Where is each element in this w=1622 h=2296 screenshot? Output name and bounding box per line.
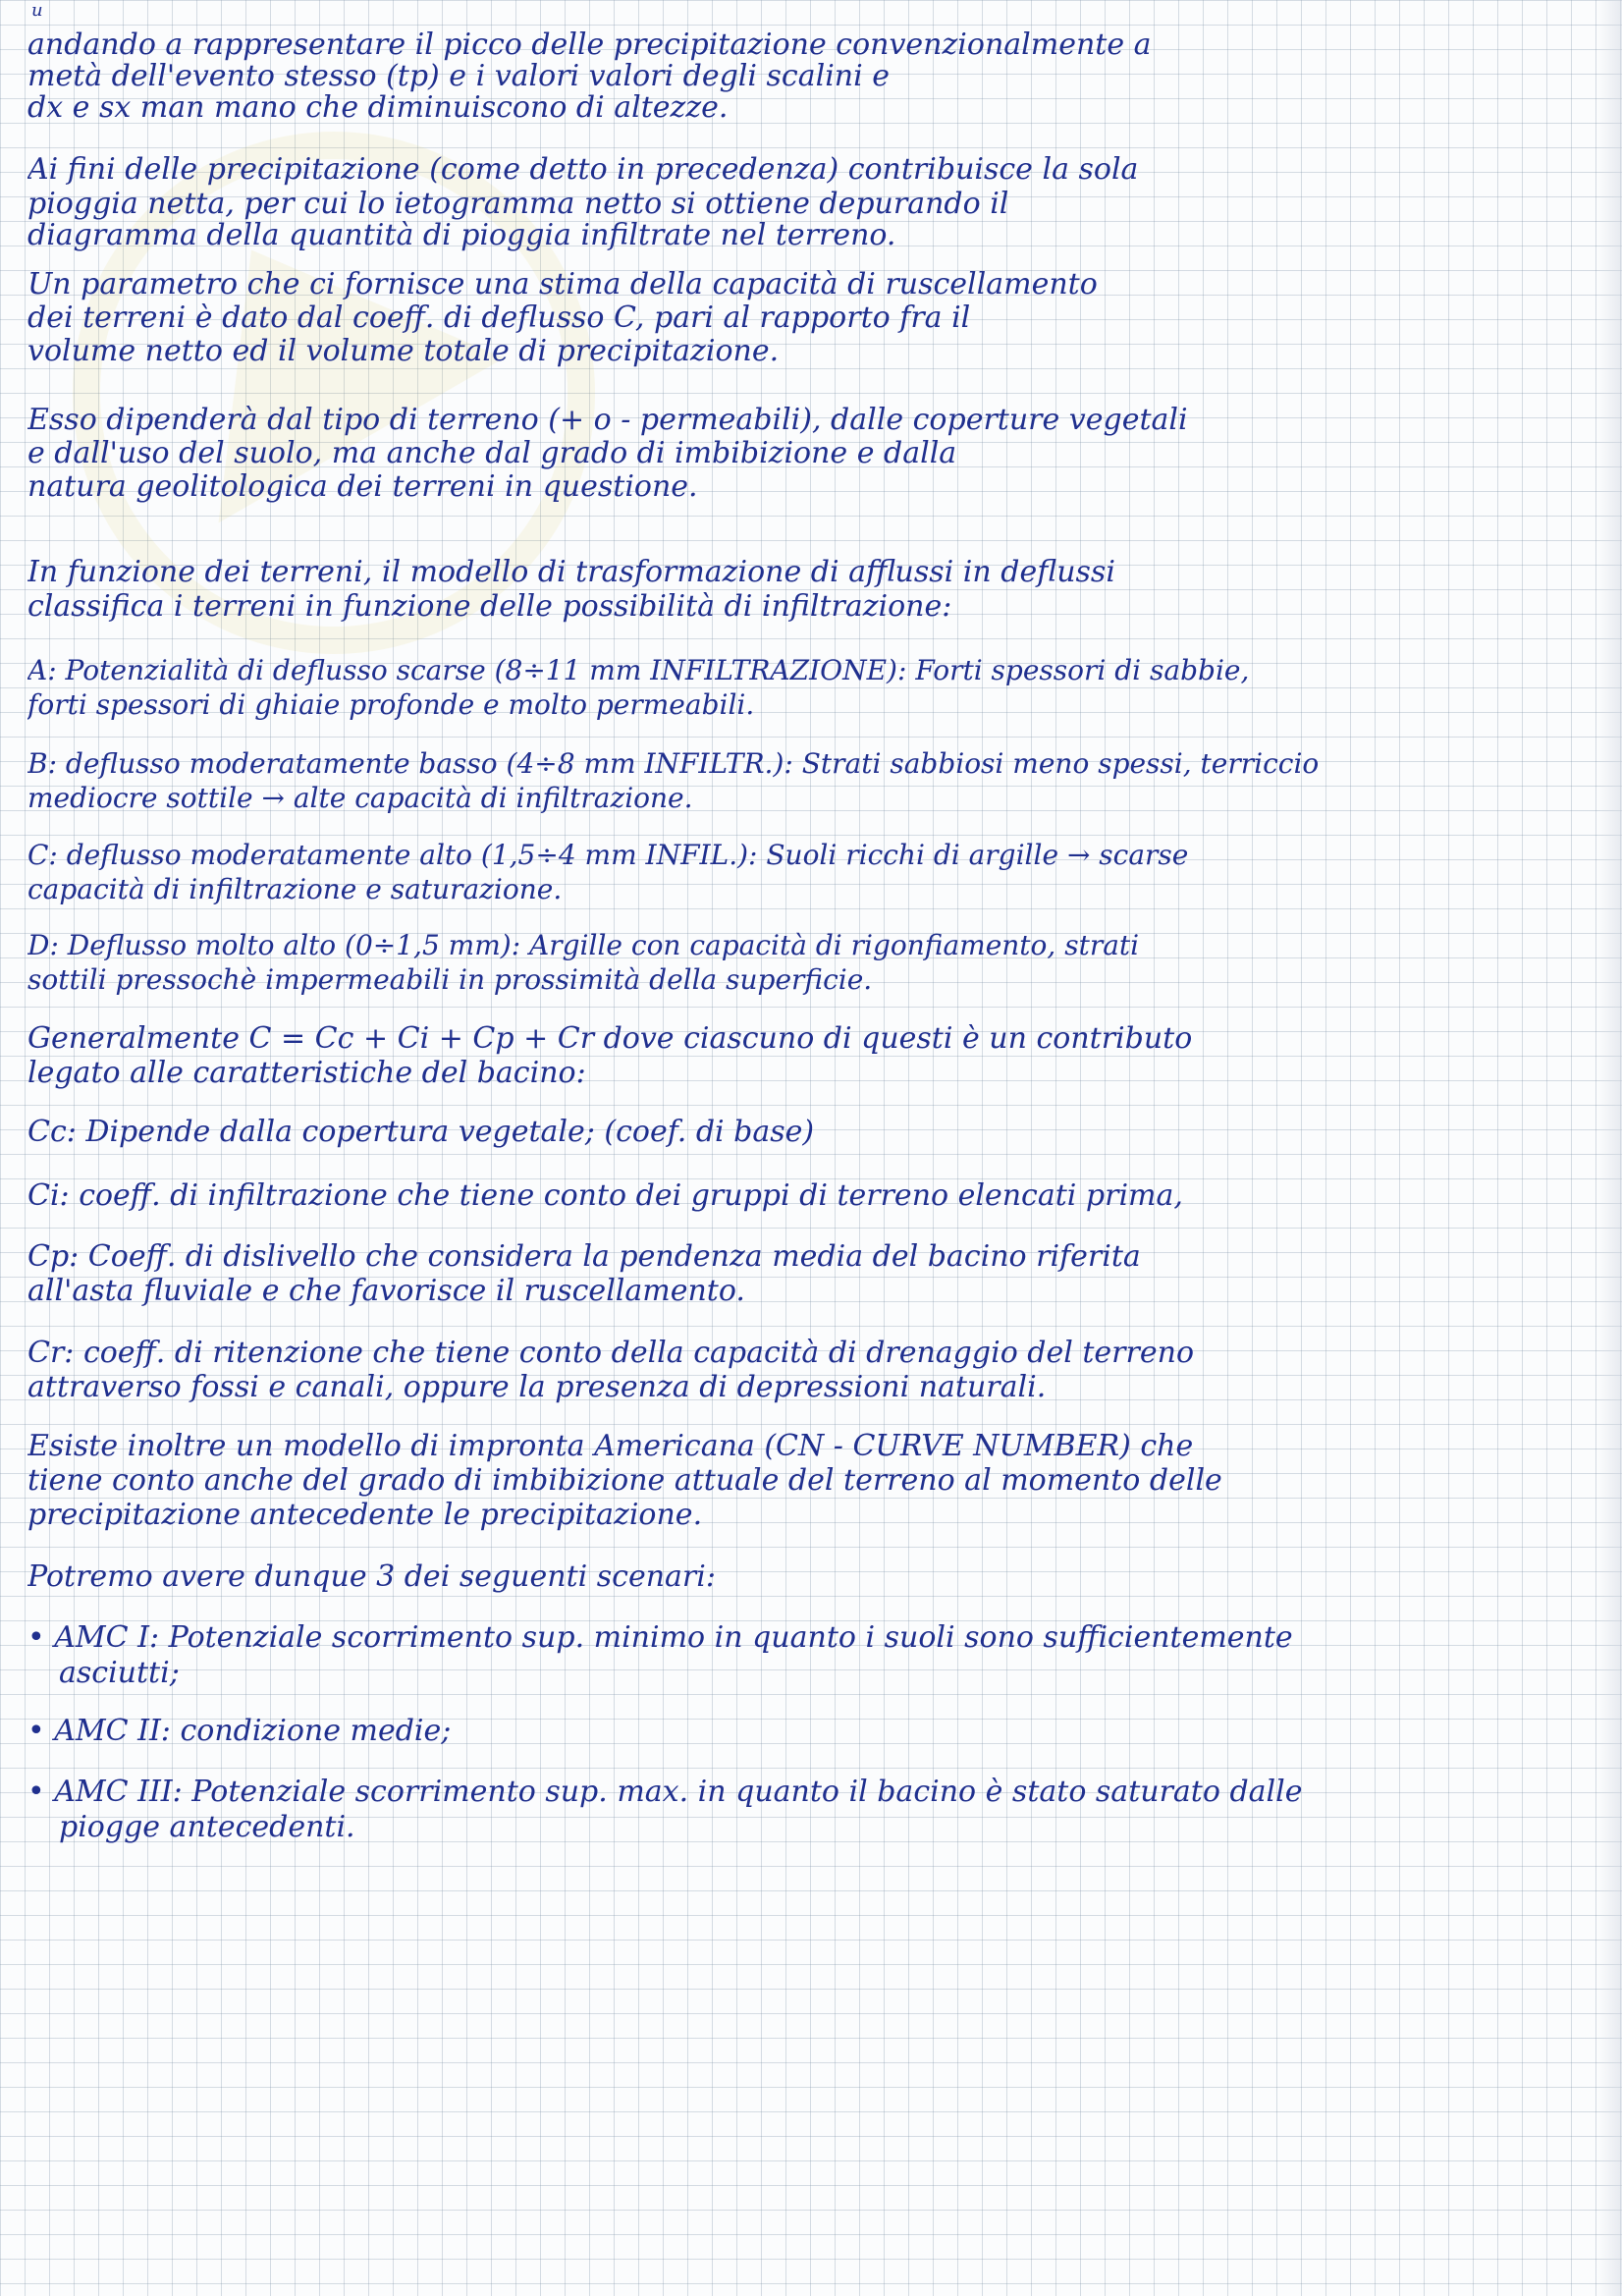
text-line: mediocre sottile → alte capacità di infiltrazione. [27, 782, 693, 814]
text-line: Cp: Coeff. di dislivello che considera la pendenza media del bacino riferita [27, 1239, 1141, 1274]
text-line: capacità di infiltrazione e saturazione. [27, 873, 563, 905]
text-line: B: deflusso moderatamente basso (4÷8 mm INFILTR.): Strati sabbiosi meno spessi, terriccio [27, 747, 1320, 780]
text-line: • AMC II: condizione medie; [27, 1714, 452, 1748]
page-edge-shadow [1598, 0, 1622, 2296]
text-line: A: Potenzialità di deflusso scarse (8÷11 mm INFILTRAZIONE): Forti spessori di sabbie, [27, 654, 1250, 686]
text-line: legato alle caratteristiche del bacino: [27, 1056, 586, 1090]
text-line: attraverso fossi e canali, oppure la presenza di depressioni naturali. [27, 1370, 1047, 1404]
text-line: sottili pressochè impermeabili in prossimità della superficie. [27, 963, 873, 996]
text-line: D: Deflusso molto alto (0÷1,5 mm): Argille con capacità di rigonfiamento, strati [27, 929, 1140, 961]
text-line: pioggia netta, per cui lo ietogramma netto si ottiene depurando il [27, 187, 1009, 221]
text-line: Ai fini delle precipitazione (come detto in precedenza) contribuisce la sola [27, 152, 1139, 187]
text-line: In funzione dei terreni, il modello di trasformazione di afflussi in deflussi [27, 555, 1115, 589]
text-line: Cc: Dipende dalla copertura vegetale; (coef. di base) [27, 1115, 815, 1149]
text-line: Un parametro che ci fornisce una stima della capacità di ruscellamento [27, 267, 1098, 301]
text-line: piogge antecedenti. [59, 1810, 355, 1844]
text-line: volume netto ed il volume totale di precipitazione. [27, 334, 780, 368]
text-line: natura geolitologica dei terreni in questione. [27, 469, 698, 504]
text-line: all'asta fluviale e che favorisce il ruscellamento. [27, 1274, 745, 1308]
text-line: asciutti; [59, 1656, 180, 1690]
text-line: forti spessori di ghiaie profonde e molto permeabili. [27, 688, 755, 721]
text-line: Cr: coeff. di ritenzione che tiene conto della capacità di drenaggio del terreno [27, 1336, 1195, 1370]
text-line: C: deflusso moderatamente alto (1,5÷4 mm INFIL.): Suoli ricchi di argille → scarse [27, 839, 1189, 871]
text-line: Esso dipenderà dal tipo di terreno (+ o - permeabili), dalle coperture vegetali [27, 403, 1188, 437]
text-line: • AMC I: Potenziale scorrimento sup. minimo in quanto i suoli sono sufficientemente [27, 1620, 1293, 1655]
text-line: Ci: coeff. di infiltrazione che tiene conto dei gruppi di terreno elencati prima, [27, 1178, 1183, 1213]
text-line: Potremo avere dunque 3 dei seguenti scenari: [27, 1559, 716, 1594]
text-line: dx e sx man mano che diminuiscono di altezze. [27, 90, 729, 125]
text-line: Esiste inoltre un modello di impronta Americana (CN - CURVE NUMBER) che [27, 1429, 1194, 1463]
text-line: classifica i terreni in funzione delle possibilità di infiltrazione: [27, 589, 952, 624]
text-line: precipitazione antecedente le precipitazione. [27, 1498, 703, 1532]
text-line: andando a rappresentare il picco delle precipitazione convenzionalmente a [27, 27, 1152, 62]
text-line: metà dell'evento stesso (tp) e i valori valori degli scalini e [27, 59, 891, 93]
text-line: Generalmente C = Cc + Ci + Cp + Cr dove ciascuno di questi è un contributo [27, 1021, 1193, 1056]
page-mark: u [31, 0, 43, 21]
text-line: tiene conto anche del grado di imbibizione attuale del terreno al momento delle [27, 1463, 1222, 1498]
text-line: e dall'uso del suolo, ma anche dal grado di imbibizione e dalla [27, 436, 957, 470]
text-line: • AMC III: Potenziale scorrimento sup. max. in quanto il bacino è stato saturato dalle [27, 1775, 1303, 1809]
text-line: diagramma della quantità di pioggia infiltrate nel terreno. [27, 218, 896, 252]
text-line: dei terreni è dato dal coeff. di deflusso C, pari al rapporto fra il [27, 301, 971, 335]
